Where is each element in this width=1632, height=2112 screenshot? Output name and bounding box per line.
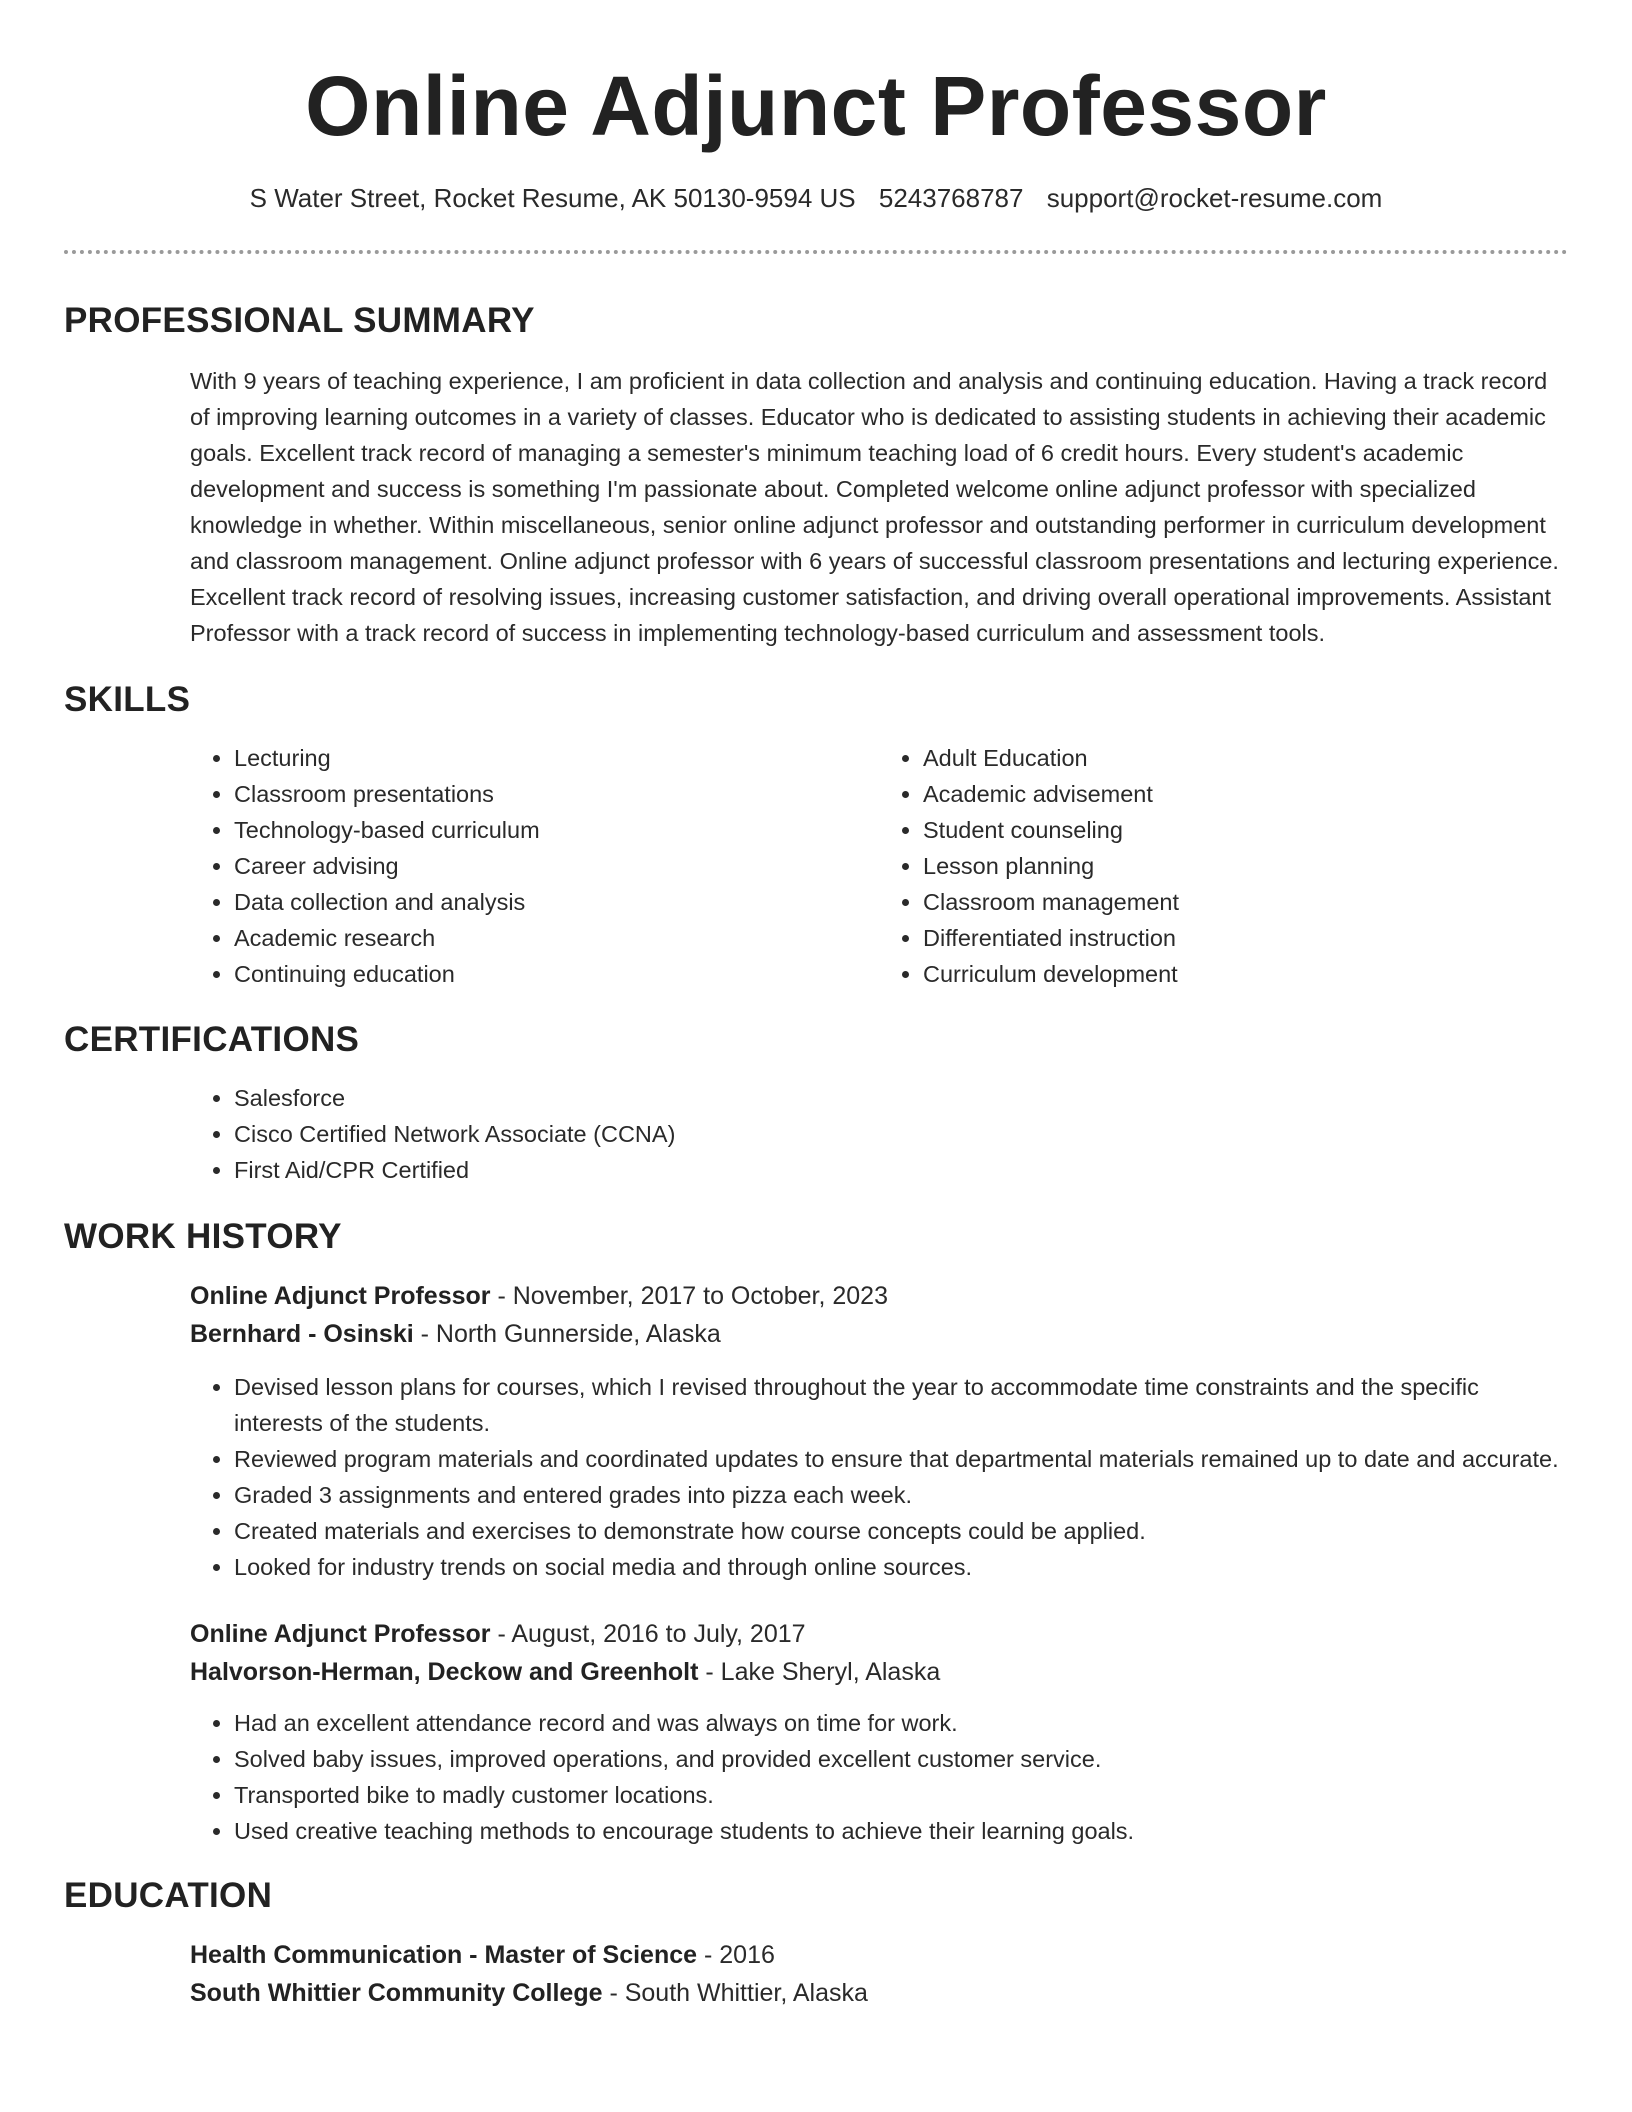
list-item: • Adult Education: [923, 740, 1568, 776]
list-item: • Lecturing: [234, 740, 879, 776]
skills-list-left: [190, 740, 879, 992]
list-item: • Career advising: [234, 848, 879, 884]
education-year: 2016: [719, 1941, 775, 1969]
summary-section: [64, 299, 1568, 651]
job-role-line: Online Adjunct Professor - August, 2016 to July, 2017: [190, 1620, 806, 1648]
job-entry: [190, 1277, 1568, 1585]
job-role-line: Online Adjunct Professor - November, 2017 to October, 2023: [190, 1282, 888, 1310]
list-item: • Cisco Certified Network Associate (CCNA): [234, 1116, 1568, 1152]
list-item: • Salesforce: [234, 1080, 1568, 1116]
job-company-line: Bernhard - Osinski - North Gunnerside, Alaska: [190, 1320, 721, 1348]
list-item: • Curriculum development: [923, 956, 1568, 992]
list-item: • Academic advisement: [923, 776, 1568, 812]
education-section: [64, 1874, 1568, 2012]
contact-line: [64, 180, 1568, 216]
skills-title: SKILLS: [64, 680, 191, 719]
job-location: North Gunnerside, Alaska: [435, 1320, 721, 1348]
contact-address: S Water Street, Rocket Resume, AK 50130-9594 US: [249, 183, 856, 213]
certifications-list: [190, 1080, 1568, 1188]
header-divider: [64, 250, 1568, 254]
work-title: WORK HISTORY: [64, 1217, 342, 1256]
skills-grid: [190, 740, 1568, 992]
contact-email: support@rocket-resume.com: [1046, 183, 1383, 213]
job-role: Online Adjunct Professor: [190, 1620, 491, 1648]
job-entry: [190, 1615, 1568, 1849]
list-item: • Looked for industry trends on social media and through online sources.: [234, 1549, 1568, 1585]
list-item: • Transported bike to madly customer locations.: [234, 1777, 1568, 1813]
skills-section: [64, 678, 1568, 992]
resume-name: Online Adjunct Professor: [305, 59, 1327, 153]
job-location: Lake Sheryl, Alaska: [720, 1658, 941, 1686]
list-item: • First Aid/CPR Certified: [234, 1152, 1568, 1188]
certifications-section: [64, 1018, 1568, 1188]
summary-text: With 9 years of teaching experience, I am proficient in data collection and analysis and continuing education. Having a track record of improving learning outcomes in a variety of classes. Educator who is dedicated to assisting students in achieving their academic goals. Excellent track record of managing a semester's minimum teaching load of 6 credit hours. Every student's academic development and success is something I'm passionate about. Completed welcome online adjunct professor with specialized knowledge in whether. Within miscellaneous, senior online adjunct professor and outstanding performer in curriculum development and classroom management. Online adjunct professor with 6 years of successful classroom presentations and lecturing experience. Excellent track record of resolving issues, increasing customer satisfaction, and driving overall operational improvements. Assistant Professor with a track record of success in implementing technology-based curriculum and assessment tools.: [190, 368, 1559, 646]
list-item: • Academic research: [234, 920, 879, 956]
job-company-line: Halvorson-Herman, Deckow and Greenholt - Lake Sheryl, Alaska: [190, 1658, 941, 1686]
job-dates: August, 2016 to July, 2017: [511, 1620, 806, 1648]
list-item: • Devised lesson plans for courses, which I revised throughout the year to accommodate time constraints and the specific interests of the students.: [234, 1369, 1568, 1441]
list-item: • Differentiated instruction: [923, 920, 1568, 956]
certifications-block: [190, 1080, 1568, 1188]
job-company: Bernhard - Osinski: [190, 1320, 414, 1348]
education-school-line: South Whittier Community College - South Whittier, Alaska: [190, 1979, 868, 2007]
job-dates: November, 2017 to October, 2023: [512, 1282, 888, 1310]
contact-phone: 5243768787: [878, 183, 1024, 213]
list-item: • Classroom management: [923, 884, 1568, 920]
job-bullets: [190, 1705, 1568, 1849]
job-role: Online Adjunct Professor: [190, 1282, 491, 1310]
list-item: • Student counseling: [923, 812, 1568, 848]
list-item: • Data collection and analysis: [234, 884, 879, 920]
list-item: • Continuing education: [234, 956, 879, 992]
skills-list-right: [879, 740, 1568, 992]
education-degree: Health Communication - Master of Science: [190, 1941, 698, 1969]
list-item: • Solved baby issues, improved operations, and provided excellent customer service.: [234, 1741, 1568, 1777]
education-location: South Whittier, Alaska: [624, 1979, 868, 2007]
list-item: • Used creative teaching methods to encourage students to achieve their learning goals.: [234, 1813, 1568, 1849]
list-item: • Technology-based curriculum: [234, 812, 879, 848]
certifications-title: CERTIFICATIONS: [64, 1020, 360, 1059]
job-bullets: [190, 1369, 1568, 1585]
education-title: EDUCATION: [64, 1876, 273, 1915]
education-school: South Whittier Community College: [190, 1979, 603, 2007]
list-item: • Reviewed program materials and coordinated updates to ensure that departmental materials remained up to date and accurate.: [234, 1441, 1568, 1477]
job-company: Halvorson-Herman, Deckow and Greenholt: [190, 1658, 699, 1686]
education-degree-line: Health Communication - Master of Science - 2016: [190, 1941, 775, 1969]
summary-title: PROFESSIONAL SUMMARY: [64, 301, 535, 340]
list-item: • Had an excellent attendance record and was always on time for work.: [234, 1705, 1568, 1741]
list-item: • Lesson planning: [923, 848, 1568, 884]
list-item: • Created materials and exercises to demonstrate how course concepts could be applied.: [234, 1513, 1568, 1549]
list-item: • Graded 3 assignments and entered grades into pizza each week.: [234, 1477, 1568, 1513]
work-section: [64, 1215, 1568, 1849]
list-item: • Classroom presentations: [234, 776, 879, 812]
education-entry: [190, 1936, 1568, 2012]
